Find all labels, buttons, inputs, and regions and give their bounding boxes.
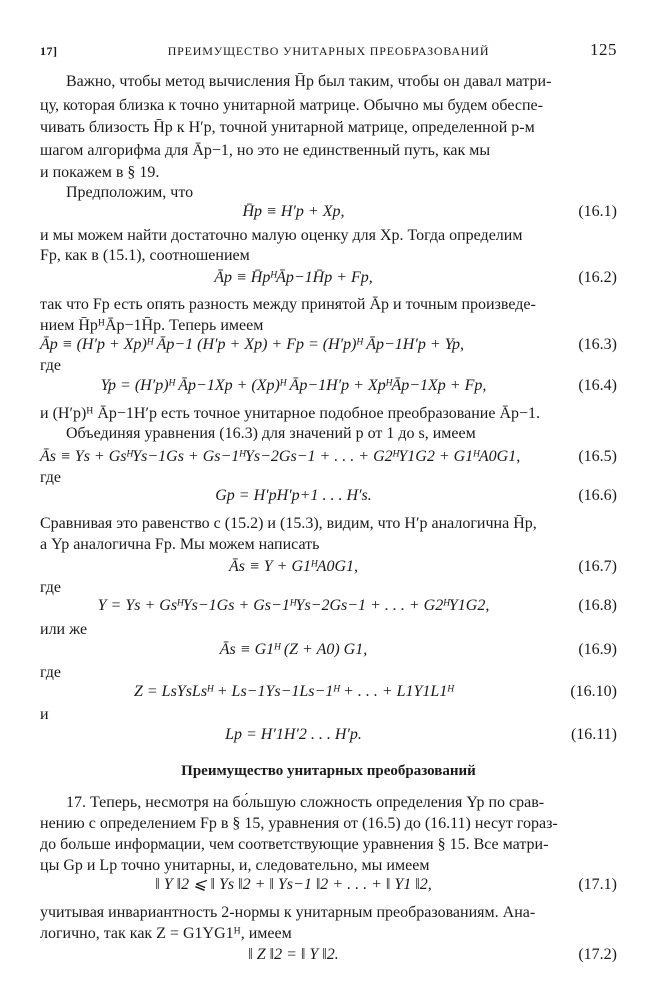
equation-number: (16.4) [578,377,617,394]
equation-16-2 [40,266,617,290]
equation-16-1 [40,200,617,224]
text-line: где [40,357,62,374]
text-line: чивать близость H̄p к H′p, точной унитарной матрице, определенной p-м [40,119,535,136]
text-line: Fp, как в (15.1), соотношением [40,247,250,264]
equation-formula: Yp = (H′p)ᴴ Āp−1Xp + (Xp)ᴴ Āp−1H′p + XpᴴĀp−1Xp + Fp, [100,377,487,394]
text-line: Важно, чтобы метод вычисления H̄p был таким, чтобы он давал матри- [66,73,552,90]
running-header [40,40,617,62]
equation-formula: Z = LsYsLsᴴ + Ls−1Ys−1Ls−1ᴴ + . . . + L1Y1L1ᴴ [133,683,454,700]
equation-formula: H̄p ≡ H′p + Xp, [242,203,345,220]
equation-formula: ‖ Z ‖2 = ‖ Y ‖2. [248,946,339,963]
text-line: учитывая инвариантность 2-нормы к унитарным преобразованиям. Ана- [40,904,536,921]
equation-formula: Āp ≡ (H′p + Xp)ᴴ Āp−1 (H′p + Xp) + Fp = (H′p)ᴴ Āp−1H′p + Yp, [40,336,465,353]
section-ref: 17] [40,44,58,58]
equation-16-3 [40,333,617,357]
equation-number: (16.3) [578,336,617,353]
equation-16-11 [40,723,617,747]
text-line: нению с определением Fp в § 15, уравнения от (16.5) до (16.11) несут гораз- [40,815,558,832]
running-title: ПРЕИМУЩЕСТВО УНИТАРНЫХ ПРЕОБРАЗОВАНИЙ [167,44,490,58]
text-line: цы Gp и Lp точно унитарны, и, следовательно, мы имеем [40,857,430,874]
equation-number: (17.1) [578,876,617,893]
text-line: так что Fp есть опять разность между принятой Āp и точным произведе- [40,296,536,313]
text-line: и покажем в § 19. [40,164,160,181]
text-line: логично, так как Z = G1YG1ᴴ, имеем [40,925,292,942]
text-line: Сравнивая это равенство с (15.2) и (15.3), видим, что H′p аналогична H̄p, [40,515,537,532]
text-line: Предположим, что [66,184,194,201]
equation-number: (16.1) [578,203,617,220]
equation-number: (16.5) [578,448,617,465]
equation-number: (16.11) [570,726,617,743]
text-line: где [40,664,62,681]
equation-16-10 [40,680,617,704]
equation-formula: ‖ Y ‖2 ⩽ ‖ Ys ‖2 + ‖ Ys−1 ‖2 + . . . + ‖ Y1 ‖2, [155,876,432,893]
equation-17-1 [40,873,617,897]
equation-16-7 [40,555,617,579]
equation-formula: Gp = H′pH′p+1 . . . H′s. [215,487,372,504]
text-line: и (H′p)ᴴ Āp−1H′p есть точное унитарное подобное преобразование Āp−1. [40,405,541,422]
equation-number: (16.7) [578,558,617,575]
equation-number: (16.2) [578,269,617,286]
equation-16-4 [40,374,617,398]
equation-formula: Y = Ys + GsᴴYs−1Gs + Gs−1ᴴYs−2Gs−1 + . . . + G2ᴴY1G2, [97,597,490,614]
equation-formula: Ās ≡ G1ᴴ (Z + A0) G1, [219,641,368,658]
equation-16-9 [40,638,617,662]
text-line: и мы можем найти достаточно малую оценку для Xp. Тогда определим [40,227,523,244]
text-line: цу, которая близка к точно унитарной матрице. Обычно мы будем обеспе- [40,97,543,114]
equation-16-5 [40,445,617,469]
text-line: нием H̄pᴴĀp−1H̄p. Теперь имеем [40,317,264,334]
page-number: 125 [590,40,617,59]
equation-17-2 [40,943,617,967]
equation-number: (16.6) [578,487,617,504]
equation-number: (16.10) [570,683,617,700]
equation-formula: Ās ≡ Y + G1ᴴA0G1, [228,558,359,575]
equation-formula: Ās ≡ Ys + GsᴴYs−1Gs + Gs−1ᴴYs−2Gs−1 + . . . + G2ᴴY1G2 + G1ᴴA0G1, [40,448,521,465]
text-line: где [40,579,62,596]
equation-number: (16.9) [578,641,617,658]
text-line: и [40,706,49,723]
section-heading: Преимущество унитарных преобразований [181,763,476,779]
equation-number: (16.8) [578,597,617,614]
text-line: а Yp аналогична Fp. Мы можем написать [40,536,320,553]
equation-16-8 [40,594,617,618]
text-line: или же [40,621,88,638]
text-line: 17. Теперь, несмотря на бо́льшую сложность определения Yp по срав- [66,794,545,811]
text-line: шагом алгорифма для Āp−1, но это не единственный путь, как мы [40,142,491,159]
equation-number: (17.2) [578,946,617,963]
text-line: Объединяя уравнения (16.3) для значений p от 1 до s, имеем [66,425,476,442]
text-line: до больше информации, чем соответствующие уравнения § 15. Все матри- [40,836,549,853]
equation-formula: Āp ≡ H̄pᴴĀp−1H̄p + Fp, [214,269,373,286]
equation-16-6 [40,484,617,508]
text-line: где [40,469,62,486]
equation-formula: Lp = H′1H′2 . . . H′p. [225,726,362,743]
